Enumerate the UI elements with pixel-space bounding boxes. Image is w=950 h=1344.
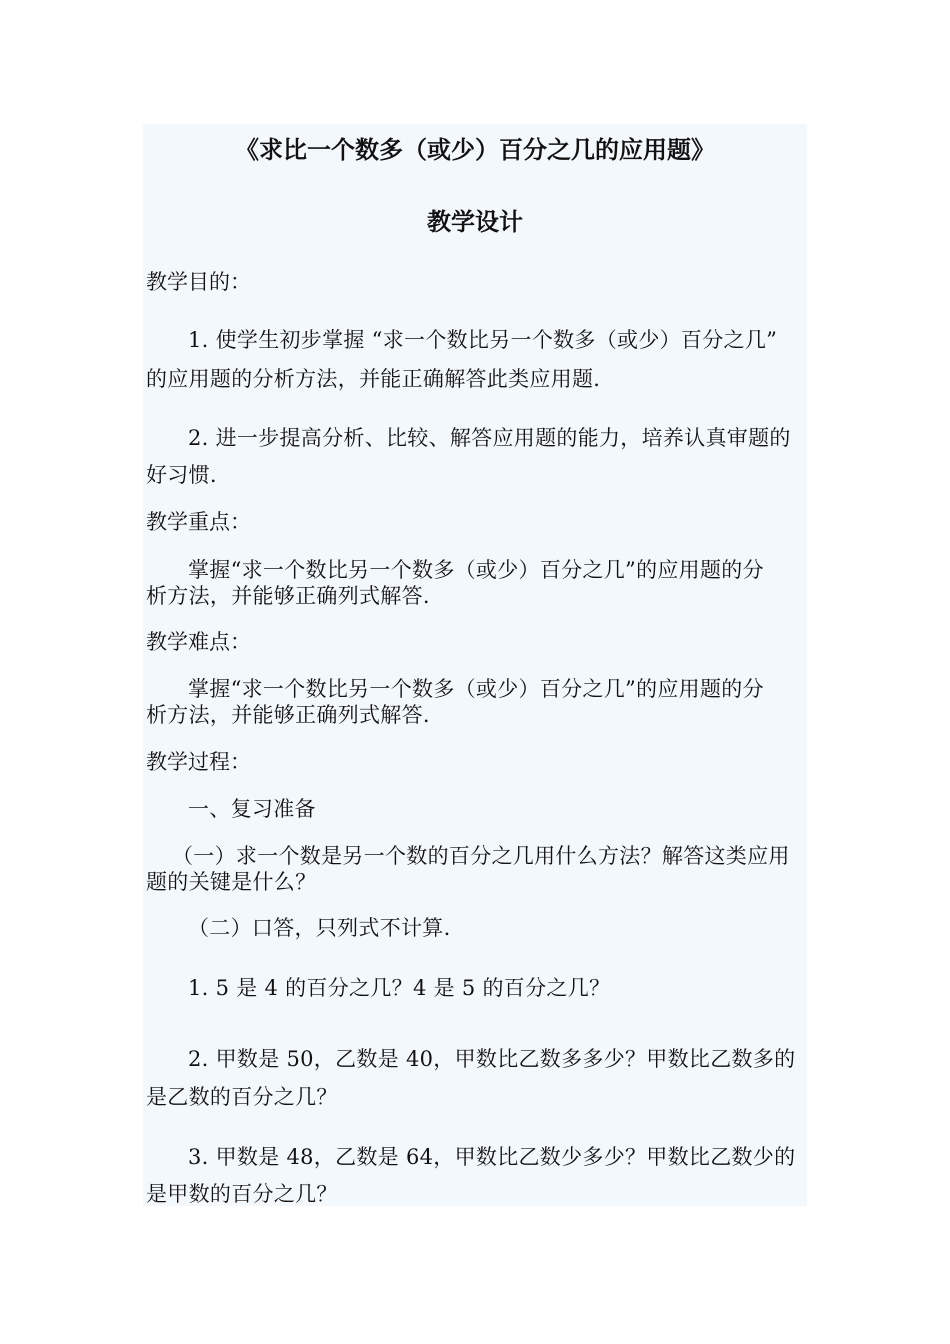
question-2-line-2: 是乙数的百分之几？ [146, 1085, 338, 1109]
objective-1-line-1: 1. 使学生初步掌握 “求一个数比另一个数多（或少）百分之几” [188, 328, 778, 352]
section-objectives-heading: 教学目的： [146, 270, 251, 294]
difficulty-line-2: 析方法，并能够正确列式解答. [146, 703, 430, 727]
document-title: 《求比一个数多（或少）百分之几的应用题》 [235, 135, 715, 164]
difficulty-line-1: 掌握“求一个数比另一个数多（或少）百分之几”的应用题的分 [188, 677, 764, 701]
review-2: （二）口答，只列式不计算. [188, 916, 451, 940]
section-difficulties-heading: 教学难点： [146, 630, 251, 654]
key-point-line-1: 掌握“求一个数比另一个数多（或少）百分之几”的应用题的分 [188, 558, 764, 582]
question-3-line-2: 是甲数的百分之几？ [146, 1182, 338, 1206]
question-3-line-1: 3. 甲数是 48，乙数是 64，甲数比乙数少多少？甲数比乙数少的 [188, 1145, 796, 1169]
section-key-points-heading: 教学重点： [146, 510, 251, 534]
question-2-line-1: 2. 甲数是 50，乙数是 40，甲数比乙数多多少？甲数比乙数多的 [188, 1047, 796, 1071]
objective-2-line-1: 2. 进一步提高分析、比较、解答应用题的能力，培养认真审题的 [188, 426, 791, 450]
review-1-line-2: 题的关键是什么？ [146, 870, 317, 894]
section-process-heading: 教学过程： [146, 750, 251, 774]
document-subtitle: 教学设计 [427, 207, 523, 236]
key-point-line-2: 析方法，并能够正确列式解答. [146, 584, 430, 608]
review-1-line-1: （一）求一个数是另一个数的百分之几用什么方法？解答这类应用 [172, 844, 790, 868]
step-1-heading: 一、复习准备 [188, 797, 316, 821]
objective-1-line-2: 的应用题的分析方法，并能正确解答此类应用题. [146, 367, 601, 391]
question-1: 1. 5 是 4 的百分之几？4 是 5 的百分之几？ [188, 976, 611, 1000]
objective-2-line-2: 好习惯. [146, 463, 217, 487]
